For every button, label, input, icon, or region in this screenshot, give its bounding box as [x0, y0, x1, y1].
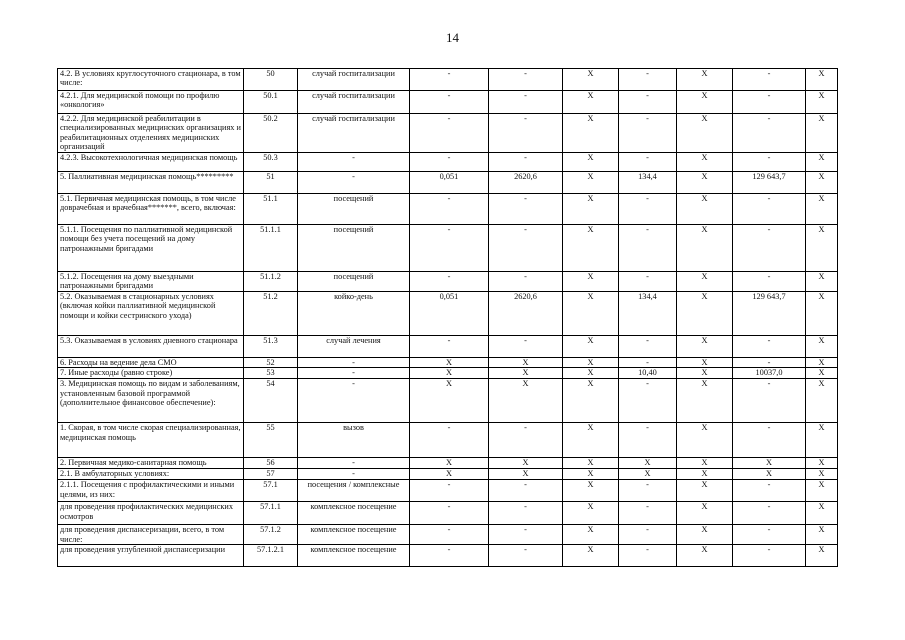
value-cell: Х [563, 272, 619, 292]
value-cell: - [733, 335, 806, 357]
value-cell: Х [806, 525, 838, 545]
row-name-cell: 5. Паллиативная медицинская помощь********* [58, 172, 244, 194]
value-cell: - [733, 225, 806, 272]
value-cell: Х [677, 225, 733, 272]
table-row [58, 291, 838, 335]
value-cell: Х [563, 91, 619, 114]
row-unit-cell: посещений [298, 194, 410, 225]
value-cell: - [489, 545, 563, 567]
table-row [58, 480, 838, 502]
value-cell: Х [489, 357, 563, 367]
row-name-cell: 2. Первичная медико-санитарная помощь [58, 458, 244, 469]
value-cell: Х [677, 357, 733, 367]
value-cell: Х [806, 458, 838, 469]
value-cell: - [410, 69, 489, 91]
value-cell: - [619, 91, 677, 114]
row-name-cell: 5.1. Первичная медицинская помощь, в том числе доврачебная и врачебная*******, всего, включая: [58, 194, 244, 225]
value-cell: 2620,6 [489, 291, 563, 335]
row-unit-cell: случай госпитализации [298, 114, 410, 153]
row-code-cell: 57.1.2 [244, 525, 298, 545]
value-cell: 10037,0 [733, 368, 806, 379]
value-cell: - [410, 480, 489, 502]
value-cell: Х [677, 423, 733, 458]
row-code-cell: 51.1 [244, 194, 298, 225]
value-cell: - [733, 545, 806, 567]
value-cell: Х [563, 458, 619, 469]
value-cell: - [733, 525, 806, 545]
value-cell: 0,051 [410, 172, 489, 194]
row-name-cell: 4.2.3. Высокотехнологичная медицинская помощь [58, 153, 244, 172]
value-cell: Х [489, 458, 563, 469]
value-cell: Х [677, 525, 733, 545]
value-cell: Х [619, 469, 677, 480]
value-cell: - [489, 225, 563, 272]
value-cell: Х [806, 194, 838, 225]
value-cell: Х [677, 502, 733, 525]
table-row [58, 357, 838, 367]
table-row [58, 379, 838, 423]
value-cell: Х [677, 480, 733, 502]
value-cell: Х [677, 91, 733, 114]
value-cell: Х [677, 379, 733, 423]
value-cell: Х [489, 469, 563, 480]
value-cell: Х [677, 458, 733, 469]
value-cell: - [489, 480, 563, 502]
value-cell: Х [563, 469, 619, 480]
value-cell: Х [563, 379, 619, 423]
value-cell: Х [410, 469, 489, 480]
row-name-cell: 5.1.2. Посещения на дому выездными патронажными бригадами [58, 272, 244, 292]
row-code-cell: 51 [244, 172, 298, 194]
value-cell: Х [733, 458, 806, 469]
row-code-cell: 50.2 [244, 114, 298, 153]
table-row [58, 225, 838, 272]
row-name-cell: 3. Медицинская помощь по видам и заболеваниям, установленным базовой программой (дополнительное финансовое обеспечение): [58, 379, 244, 423]
value-cell: Х [806, 469, 838, 480]
table-row [58, 502, 838, 525]
row-unit-cell: комплексное посещение [298, 545, 410, 567]
value-cell: Х [806, 502, 838, 525]
row-code-cell: 53 [244, 368, 298, 379]
value-cell: Х [806, 272, 838, 292]
row-code-cell: 57.1 [244, 480, 298, 502]
value-cell: Х [806, 368, 838, 379]
value-cell: 134,4 [619, 291, 677, 335]
value-cell: Х [677, 69, 733, 91]
value-cell: - [410, 502, 489, 525]
table-row [58, 458, 838, 469]
value-cell: - [619, 480, 677, 502]
row-unit-cell: случай госпитализации [298, 91, 410, 114]
value-cell: Х [619, 458, 677, 469]
table-row [58, 172, 838, 194]
value-cell: 129 643,7 [733, 172, 806, 194]
table-row [58, 114, 838, 153]
value-cell: - [410, 91, 489, 114]
row-unit-cell: - [298, 172, 410, 194]
value-cell: Х [806, 423, 838, 458]
value-cell: - [733, 153, 806, 172]
value-cell: Х [806, 225, 838, 272]
row-name-cell: для проведения профилактических медицинских осмотров [58, 502, 244, 525]
value-cell: Х [489, 368, 563, 379]
row-unit-cell: посещений [298, 272, 410, 292]
value-cell: Х [563, 423, 619, 458]
row-code-cell: 50 [244, 69, 298, 91]
value-cell: - [410, 335, 489, 357]
value-cell: - [733, 272, 806, 292]
value-cell: - [733, 502, 806, 525]
row-code-cell: 55 [244, 423, 298, 458]
row-unit-cell: случай лечения [298, 335, 410, 357]
value-cell: - [410, 153, 489, 172]
value-cell: Х [563, 368, 619, 379]
value-cell: Х [677, 194, 733, 225]
value-cell: Х [563, 153, 619, 172]
row-name-cell: 4.2.1. Для медицинской помощи по профилю «онкология» [58, 91, 244, 114]
value-cell: Х [563, 545, 619, 567]
value-cell: - [733, 194, 806, 225]
value-cell: - [489, 272, 563, 292]
row-code-cell: 51.3 [244, 335, 298, 357]
value-cell: - [619, 114, 677, 153]
row-name-cell: 5.3. Оказываемая в условиях дневного стационара [58, 335, 244, 357]
value-cell: - [489, 91, 563, 114]
data-table [57, 68, 838, 567]
page-number: 14 [446, 30, 459, 45]
value-cell: - [410, 225, 489, 272]
value-cell: Х [677, 368, 733, 379]
value-cell: - [489, 153, 563, 172]
value-cell: Х [563, 114, 619, 153]
value-cell: Х [677, 114, 733, 153]
value-cell: - [619, 225, 677, 272]
row-code-cell: 51.2 [244, 291, 298, 335]
value-cell: - [619, 69, 677, 91]
table-row [58, 423, 838, 458]
value-cell: - [410, 114, 489, 153]
value-cell: - [619, 423, 677, 458]
value-cell: Х [410, 357, 489, 367]
value-cell: - [619, 502, 677, 525]
value-cell: 2620,6 [489, 172, 563, 194]
value-cell: 134,4 [619, 172, 677, 194]
value-cell: - [733, 357, 806, 367]
value-cell: 129 643,7 [733, 291, 806, 335]
table-row [58, 69, 838, 91]
row-unit-cell: - [298, 458, 410, 469]
value-cell: - [489, 335, 563, 357]
value-cell: Х [677, 153, 733, 172]
value-cell: - [733, 379, 806, 423]
value-cell: Х [806, 480, 838, 502]
value-cell: - [489, 114, 563, 153]
value-cell: Х [563, 357, 619, 367]
value-cell: Х [806, 114, 838, 153]
value-cell: Х [410, 379, 489, 423]
row-code-cell: 50.3 [244, 153, 298, 172]
value-cell: - [619, 525, 677, 545]
value-cell: 10,40 [619, 368, 677, 379]
value-cell: Х [806, 153, 838, 172]
table-row [58, 335, 838, 357]
value-cell: - [619, 153, 677, 172]
row-name-cell: для проведения диспансеризации, всего, в том числе: [58, 525, 244, 545]
value-cell: Х [806, 172, 838, 194]
value-cell: - [619, 194, 677, 225]
table-row [58, 525, 838, 545]
value-cell: Х [563, 291, 619, 335]
row-unit-cell: посещения / комплексные [298, 480, 410, 502]
value-cell: - [733, 69, 806, 91]
value-cell: Х [489, 379, 563, 423]
value-cell: Х [806, 91, 838, 114]
value-cell: Х [563, 502, 619, 525]
value-cell: - [410, 525, 489, 545]
row-name-cell: 6. Расходы на ведение дела СМО [58, 357, 244, 367]
value-cell: Х [563, 69, 619, 91]
value-cell: Х [677, 335, 733, 357]
value-cell: Х [806, 291, 838, 335]
value-cell: Х [563, 480, 619, 502]
value-cell: Х [677, 291, 733, 335]
value-cell: Х [733, 469, 806, 480]
value-cell: Х [563, 194, 619, 225]
row-unit-cell: комплексное посещение [298, 525, 410, 545]
row-name-cell: 2.1. В амбулаторных условиях: [58, 469, 244, 480]
value-cell: - [410, 194, 489, 225]
row-unit-cell: - [298, 379, 410, 423]
row-unit-cell: случай госпитализации [298, 69, 410, 91]
row-code-cell: 54 [244, 379, 298, 423]
value-cell: - [619, 379, 677, 423]
value-cell: - [619, 272, 677, 292]
row-name-cell: 5.2. Оказываемая в стационарных условиях (включая койки паллиативной медицинской помощи и койки сестринского ухода) [58, 291, 244, 335]
row-code-cell: 57 [244, 469, 298, 480]
row-name-cell: 4.2. В условиях круглосуточного стационара, в том числе: [58, 69, 244, 91]
row-unit-cell: посещений [298, 225, 410, 272]
value-cell: - [410, 272, 489, 292]
value-cell: - [410, 545, 489, 567]
value-cell: Х [677, 172, 733, 194]
table-row [58, 469, 838, 480]
row-code-cell: 51.1.1 [244, 225, 298, 272]
row-unit-cell: вызов [298, 423, 410, 458]
value-cell: - [489, 423, 563, 458]
row-unit-cell: - [298, 469, 410, 480]
value-cell: Х [806, 335, 838, 357]
value-cell: 0,051 [410, 291, 489, 335]
value-cell: Х [563, 172, 619, 194]
value-cell: - [489, 502, 563, 525]
value-cell: - [619, 335, 677, 357]
value-cell: Х [677, 272, 733, 292]
value-cell: - [733, 114, 806, 153]
row-code-cell: 51.1.2 [244, 272, 298, 292]
row-name-cell: 5.1.1. Посещения по паллиативной медицинской помощи без учета посещений на дому патронажными бригадами [58, 225, 244, 272]
value-cell: - [489, 525, 563, 545]
row-name-cell: 7. Иные расходы (равно строке) [58, 368, 244, 379]
value-cell: Х [563, 525, 619, 545]
row-code-cell: 50.1 [244, 91, 298, 114]
row-unit-cell: - [298, 153, 410, 172]
value-cell: Х [563, 225, 619, 272]
table-row [58, 545, 838, 567]
value-cell: Х [806, 379, 838, 423]
value-cell: - [619, 357, 677, 367]
value-cell: Х [806, 357, 838, 367]
value-cell: Х [563, 335, 619, 357]
value-cell: Х [806, 69, 838, 91]
value-cell: - [733, 480, 806, 502]
row-unit-cell: койко-день [298, 291, 410, 335]
table-row [58, 194, 838, 225]
table-row [58, 153, 838, 172]
row-code-cell: 57.1.2.1 [244, 545, 298, 567]
table-row [58, 368, 838, 379]
value-cell: - [733, 91, 806, 114]
value-cell: - [733, 423, 806, 458]
table-row [58, 272, 838, 292]
row-name-cell: 1. Скорая, в том числе скорая специализированная, медицинская помощь [58, 423, 244, 458]
value-cell: - [489, 194, 563, 225]
value-cell: Х [410, 458, 489, 469]
value-cell: Х [677, 469, 733, 480]
row-unit-cell: - [298, 368, 410, 379]
table-row [58, 91, 838, 114]
row-unit-cell: комплексное посещение [298, 502, 410, 525]
row-name-cell: 4.2.2. Для медицинской реабилитации в специализированных медицинских организациях и реабилитационных отделениях медицинских организаций [58, 114, 244, 153]
row-code-cell: 56 [244, 458, 298, 469]
row-code-cell: 52 [244, 357, 298, 367]
row-name-cell: 2.1.1. Посещения с профилактическими и иными целями, из них: [58, 480, 244, 502]
row-code-cell: 57.1.1 [244, 502, 298, 525]
value-cell: - [619, 545, 677, 567]
value-cell: Х [677, 545, 733, 567]
value-cell: Х [806, 545, 838, 567]
value-cell: Х [410, 368, 489, 379]
row-unit-cell: - [298, 357, 410, 367]
value-cell: - [410, 423, 489, 458]
value-cell: - [489, 69, 563, 91]
row-name-cell: для проведения углубленной диспансеризации [58, 545, 244, 567]
